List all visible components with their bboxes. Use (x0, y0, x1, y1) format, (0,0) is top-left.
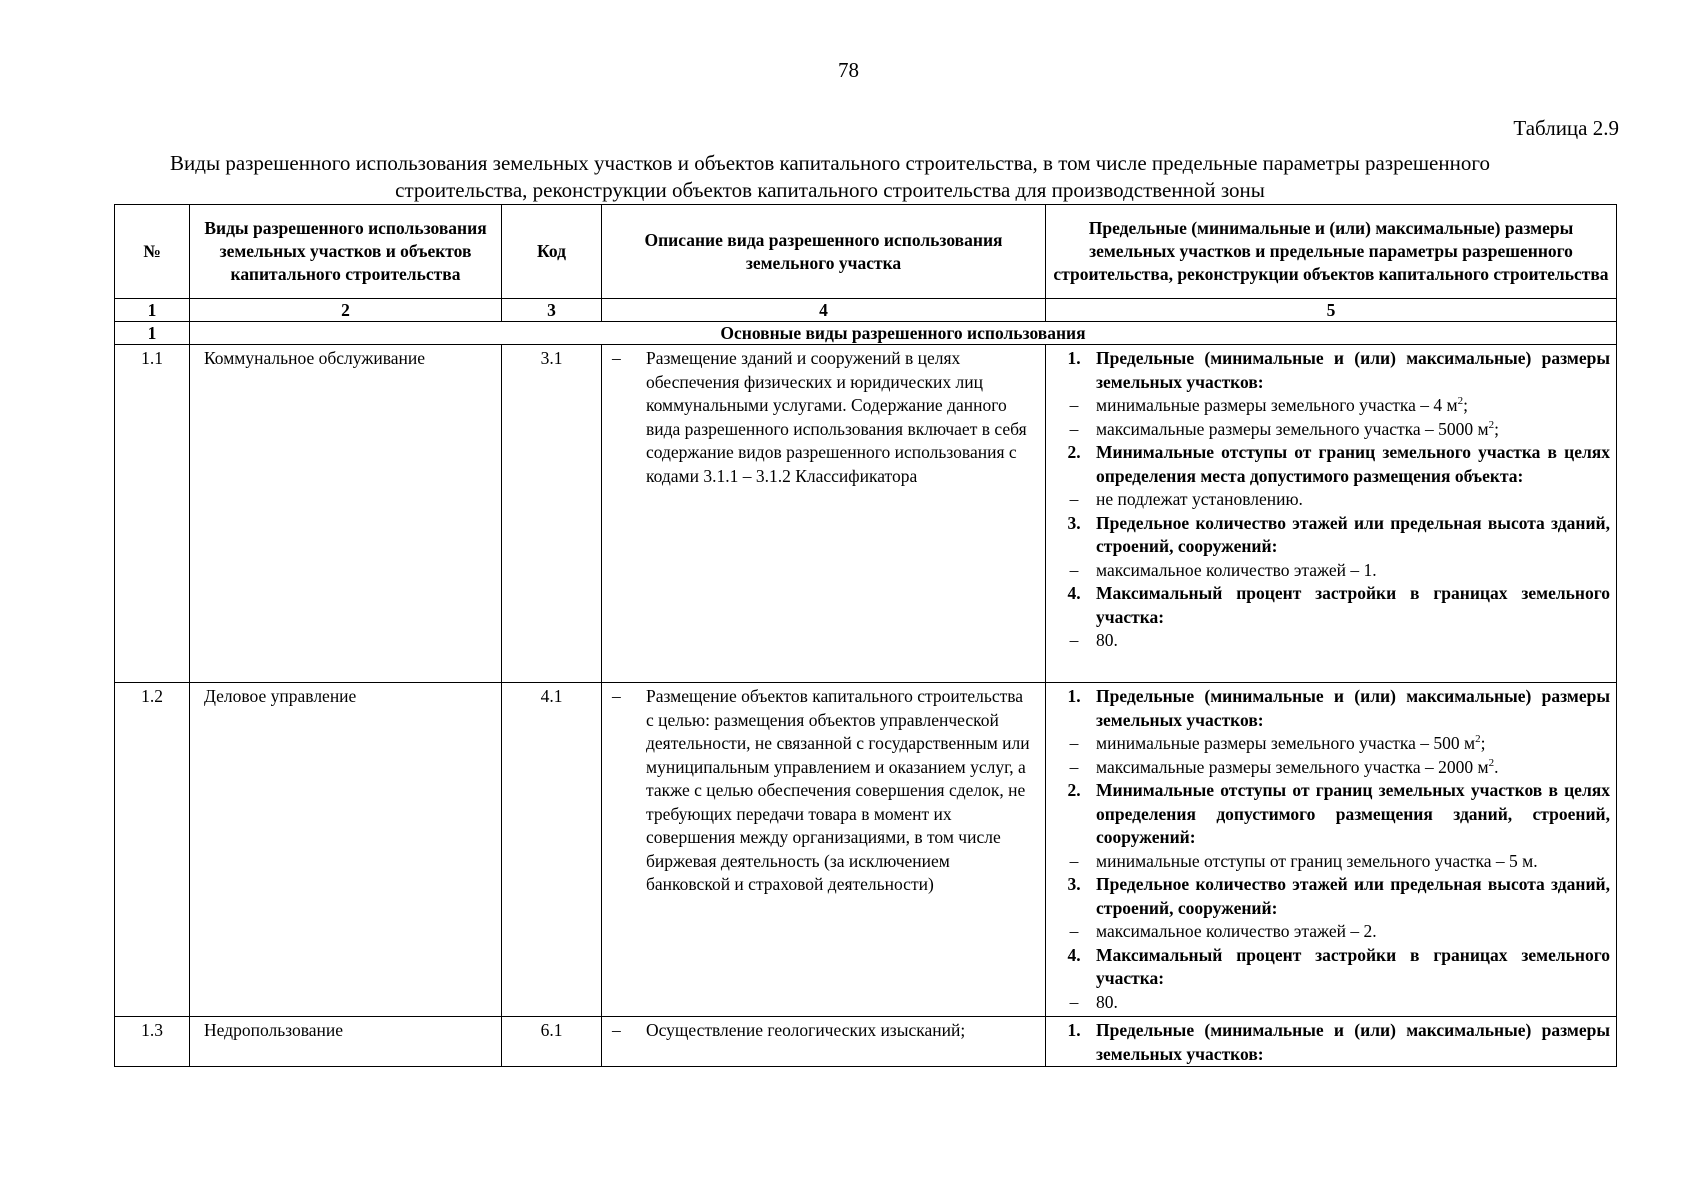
row-description (602, 683, 1046, 1017)
description-text: Размещение зданий и сооружений в целях обеспечения физических и юридических лиц коммунальными услугами. Содержание данного вида разрешенного использования включает в себя содержание видов разрешенного использования с кодами 3.1.1 – 3.1.2 Классификатора (646, 348, 1027, 486)
superscript: 2 (1488, 418, 1495, 431)
dash-marker: – (1069, 850, 1079, 871)
section-title: Основные виды разрешенного использования (190, 322, 1617, 345)
description-text: Осуществление геологических изысканий; (646, 1020, 966, 1040)
dash-marker: – (1069, 756, 1079, 777)
header-row (115, 205, 1617, 299)
superscript: 2 (1457, 395, 1464, 408)
dash-marker: – (612, 348, 621, 368)
param-item: минимальные отступы от границ земельного участка – 5 м. (1096, 850, 1538, 871)
param-item: 80. (1096, 630, 1118, 650)
param-item-end: ; (1494, 418, 1499, 439)
column-number: 4 (602, 299, 1046, 322)
dash-marker: – (612, 1020, 621, 1040)
dash-marker: – (1069, 418, 1079, 439)
section-number: 1 (115, 322, 190, 345)
dash-marker: – (1069, 559, 1079, 580)
superscript: 2 (1475, 733, 1481, 746)
column-number: 5 (1046, 299, 1617, 322)
row-name: Коммунальное обслуживание (190, 345, 502, 683)
dash-marker: – (1069, 489, 1079, 509)
param-number: 2. (1067, 780, 1081, 800)
row-number: 1.2 (115, 683, 190, 1017)
param-item (1096, 732, 1485, 756)
row-name: Деловое управление (190, 683, 502, 1017)
column-number: 2 (190, 299, 502, 322)
param-item-end: ; (1480, 733, 1486, 753)
param-heading: Минимальные отступы от границ земельных участков в целях определения допустимого размещения зданий, строений, сооружений: (1096, 780, 1610, 847)
table-label: Таблица 2.9 (1513, 116, 1619, 140)
row-number: 1.1 (115, 345, 190, 683)
param-number: 3. (1067, 512, 1081, 533)
dash-marker: – (1069, 733, 1079, 753)
table-row (115, 683, 1617, 1017)
param-number: 4. (1067, 583, 1081, 603)
param-number: 3. (1067, 874, 1081, 894)
param-heading: Предельное количество этажей или предельная высота зданий, строений, сооружений: (1096, 874, 1610, 918)
param-heading: Минимальные отступы от границ земельного участка в целях определения места допустимого размещения объекта: (1096, 442, 1610, 486)
param-item-end: . (1494, 756, 1499, 777)
param-item: максимальное количество этажей – 2. (1096, 921, 1377, 941)
dash-marker: – (1069, 630, 1079, 650)
dash-marker: – (612, 686, 621, 706)
header-params: Предельные (минимальные и (или) максимальные) размеры земельных участков и предельные параметры разрешенного строительства, реконструкции объектов капитального строительства (1046, 205, 1617, 299)
param-heading: Предельные (минимальные и (или) максимальные) размеры земельных участков: (1096, 348, 1610, 392)
column-number: 1 (115, 299, 190, 322)
row-parameters (1046, 683, 1617, 1017)
header-desc: Описание вида разрешенного использования земельного участка (602, 205, 1046, 299)
param-heading: Максимальный процент застройки в границах земельного участка: (1096, 944, 1610, 988)
dash-marker: – (1069, 991, 1079, 1012)
row-description (602, 345, 1046, 683)
page-number: 78 (838, 58, 859, 82)
row-description (602, 1017, 1046, 1067)
header-num: № (115, 205, 190, 299)
param-item (1096, 394, 1468, 418)
dash-marker: – (1069, 395, 1079, 415)
row-number: 1.3 (115, 1017, 190, 1067)
param-number: 2. (1067, 442, 1081, 462)
table-row (115, 1017, 1617, 1067)
param-heading: Максимальный процент застройки в границах земельного участка: (1096, 583, 1610, 627)
row-code: 6.1 (502, 1017, 602, 1067)
row-code: 4.1 (502, 683, 602, 1017)
param-item: 80. (1096, 991, 1118, 1012)
param-number: 1. (1067, 1020, 1081, 1040)
param-heading: Предельное количество этажей или предельная высота зданий, строений, сооружений: (1096, 512, 1610, 556)
param-item-text: минимальные размеры земельного участка – 4 м (1096, 395, 1458, 415)
row-parameters (1046, 1017, 1617, 1067)
param-item-text: минимальные размеры земельного участка – 500 м (1096, 733, 1476, 753)
param-item (1096, 418, 1499, 442)
param-item (1096, 756, 1498, 780)
header-name: Виды разрешенного использования земельных участков и объектов капитального строительства (190, 205, 502, 299)
param-number: 4. (1067, 944, 1081, 965)
section-row (115, 322, 1617, 345)
param-item-text: максимальные размеры земельного участка – 5000 м (1096, 418, 1489, 439)
row-name: Недропользование (190, 1017, 502, 1067)
param-number: 1. (1067, 348, 1081, 368)
table-row (115, 345, 1617, 683)
land-use-table (114, 204, 1617, 1067)
param-item: максимальное количество этажей – 1. (1096, 559, 1377, 580)
header-code: Код (502, 205, 602, 299)
param-heading: Предельные (минимальные и (или) максимальные) размеры земельных участков: (1096, 686, 1610, 730)
row-parameters (1046, 345, 1617, 683)
param-number: 1. (1067, 686, 1081, 706)
description-text: Размещение объектов капитального строительства с целью: размещения объектов управленческой деятельности, не связанной с государственным или муниципальным управлением и оказанием услуг, а также с целью обеспечения совершения сделок, не требующих передачи товара в момент их совершения между организациями, в том числе биржевая деятельность (за исключением банковской и страховой деятельности) (646, 686, 1030, 894)
dash-marker: – (1069, 921, 1079, 941)
superscript: 2 (1488, 756, 1495, 769)
column-number-row (115, 299, 1617, 322)
row-code: 3.1 (502, 345, 602, 683)
table-title: Виды разрешенного использования земельных участков и объектов капитального строительства, в том числе предельные параметры разрешенного строительства, реконструкции объектов капитального строительства для производственной зоны (170, 151, 1490, 202)
param-item-end: ; (1463, 395, 1468, 415)
param-heading: Предельные (минимальные и (или) максимальные) размеры земельных участков: (1096, 1020, 1610, 1064)
param-item: не подлежат установлению. (1096, 489, 1303, 509)
column-number: 3 (502, 299, 602, 322)
param-item-text: максимальные размеры земельного участка – 2000 м (1096, 756, 1489, 777)
